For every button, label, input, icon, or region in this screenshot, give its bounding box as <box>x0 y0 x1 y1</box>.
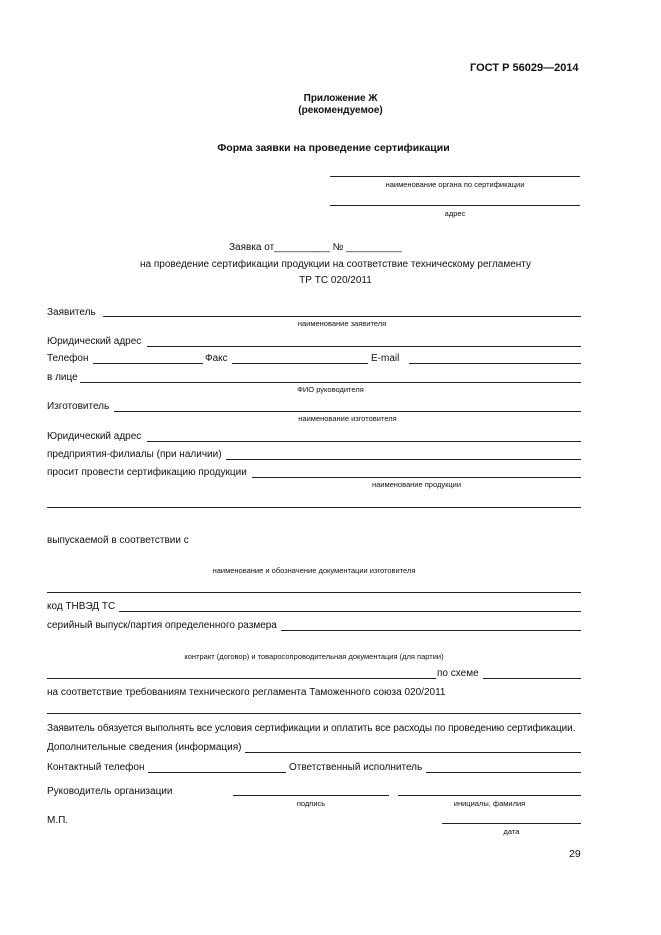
obligation-text: Заявитель обязуется выполнять все условия сертификации и оплатить все расходы по проведению сертификации. <box>47 723 576 734</box>
appendix-title: Приложение Ж <box>303 93 378 104</box>
product-line-2 <box>47 507 581 508</box>
org-line <box>330 176 580 177</box>
produced-label: выпускаемой в соответствии с <box>47 535 189 546</box>
manufacturer-caption: наименование изготовителя <box>298 414 397 423</box>
responsible-line <box>426 772 581 773</box>
head-org-label: Руководитель организации <box>47 786 173 797</box>
head-caption: ФИО руководителя <box>297 385 364 394</box>
product-caption: наименование продукции <box>371 480 462 489</box>
applicant-line <box>103 316 581 317</box>
serial-line <box>281 630 581 631</box>
standard-number: ГОСТ Р 56029—2014 <box>470 62 579 74</box>
responsible-label: Ответственный исполнитель <box>289 762 423 773</box>
compliance-line <box>47 713 581 714</box>
phone-label: Телефон <box>47 353 89 364</box>
applicant-label: Заявитель <box>47 307 96 318</box>
legal-address-label: Юридический адрес <box>47 336 142 347</box>
head-line <box>80 382 581 383</box>
legal-address-line <box>147 346 581 347</box>
appendix-subtitle: (рекомендуемое) <box>298 105 383 116</box>
branches-label: предприятия-филиалы (при наличии) <box>47 449 222 460</box>
application-line3: ТР ТС 020/2011 <box>299 275 372 286</box>
contract-caption: контракт (договор) и товаросопроводительная документация (для партии) <box>184 652 444 661</box>
docs-line <box>47 592 581 593</box>
form-title: Форма заявки на проведение сертификации <box>217 142 450 154</box>
tnved-label: код ТНВЭД ТС <box>47 601 116 612</box>
application-line2: на проведение сертификации продукции на соответствие техническому регламенту <box>140 259 531 270</box>
contract-line <box>47 678 436 679</box>
scheme-label: по схеме <box>437 668 479 679</box>
date-caption: дата <box>503 827 520 836</box>
fax-line <box>232 363 368 364</box>
tnved-line <box>119 611 581 612</box>
org-caption: наименование органа по сертификации <box>385 180 525 189</box>
applicant-caption: наименование заявителя <box>297 319 387 328</box>
additional-line <box>245 752 581 753</box>
stamp-label: М.П. <box>47 815 69 826</box>
address-line <box>330 205 580 206</box>
phone-line <box>93 363 203 364</box>
legal-address2-label: Юридический адрес <box>47 431 142 442</box>
legal-address2-line <box>147 441 581 442</box>
signature-line <box>233 795 389 796</box>
branches-line <box>226 459 581 460</box>
page-number: 29 <box>569 848 581 860</box>
contact-phone-line <box>148 772 286 773</box>
contact-phone-label: Контактный телефон <box>47 762 145 773</box>
scheme-line <box>483 678 581 679</box>
serial-label: серийный выпуск/партия определенного размера <box>47 620 277 631</box>
represented-label: в лице <box>47 372 78 383</box>
application-line1: Заявка от__________ № __________ <box>229 242 402 253</box>
product-line <box>252 477 581 478</box>
fax-label: Факс <box>205 353 228 364</box>
initials-caption: инициалы, фамилия <box>453 799 526 808</box>
docs-caption: наименование и обозначение документации изготовителя <box>212 566 416 575</box>
manufacturer-line <box>114 411 581 412</box>
email-label: E-mail <box>371 353 400 364</box>
manufacturer-label: Изготовитель <box>47 401 110 412</box>
additional-label: Дополнительные сведения (информация) <box>47 742 242 753</box>
email-line <box>409 363 581 364</box>
address-caption: адрес <box>444 209 466 218</box>
date-line <box>442 823 581 824</box>
initials-line <box>398 795 581 796</box>
compliance-text: на соответствие требованиям технического регламента Таможенного союза 020/2011 <box>47 687 446 698</box>
signature-caption: подпись <box>296 799 326 808</box>
request-label: просит провести сертификацию продукции <box>47 467 247 478</box>
